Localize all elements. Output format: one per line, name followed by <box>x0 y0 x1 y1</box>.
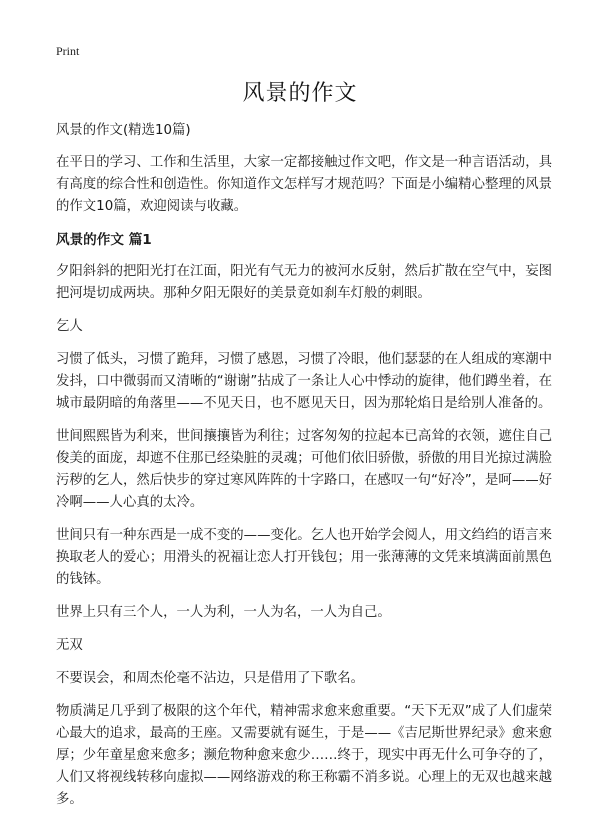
intro-paragraph: 在平日的学习、工作和生活里，大家一定都接触过作文吧，作文是一种言语活动，具有高度的综合性和创造性。你知道作文怎样写才规范吗？下面是小编精心整理的风景的作文10篇，欢迎阅读与收藏。 <box>56 155 552 214</box>
subheading-beggar: 乞人 <box>56 319 83 334</box>
paragraph-material: 物质满足几乎到了极限的这个年代，精神需求愈来愈重要。“天下无双”成了人们虚荣心最大的追求，最高的王座。又需要就有诞生，于是——《吉尼斯世界纪录》愈来愈厚；少年童星愈来愈多；濒危物种愈来愈少……终于，现实中再无什么可争夺的了，人们又将视线转移向虚拟——网络游戏的称王称霸不消多说。心理上的无双也越来越多。 <box>56 704 552 807</box>
paragraph-habit: 习惯了低头，习惯了跪拜，习惯了感恩，习惯了冷眼，他们瑟瑟的在人组成的寒潮中发抖，口中微弱而又清晰的“谢谢”拈成了一条让人心中悸动的旋律，他们蹲坐着，在城市最阴暗的角落里——不见天日，也不愿见天日，因为那轮焰日是给别人准备的。 <box>56 352 552 411</box>
paragraph-sunset: 夕阳斜斜的把阳光打在江面，阳光有气无力的被河水反射，然后扩散在空气中，妄图把河堤切成两块。那种夕阳无限好的美景竟如刹车灯般的刺眼。 <box>56 264 552 301</box>
article-subtitle: 风景的作文(精选10篇) <box>56 123 191 138</box>
print-link[interactable]: Print <box>56 44 80 58</box>
article-body <box>56 120 552 822</box>
paragraph-three-people: 世界上只有三个人，一人为利，一人为名，一人为自己。 <box>56 605 391 620</box>
paragraph-misunderstand: 不要误会，和周杰伦毫不沾边，只是借用了下歌名。 <box>56 671 364 686</box>
subheading-unrivaled: 无双 <box>56 638 83 653</box>
paragraph-change: 世间只有一种东西是一成不变的——变化。乞人也开始学会阅人，用文绉绉的语言来换取老人的爱心；用滑头的祝福让恋人打开钱包；用一张薄薄的文凭来填满面前黑色的钱钵。 <box>56 528 552 587</box>
paragraph-world-profit: 世间熙熙皆为利来，世间攘攘皆为利往；过客匆匆的拉起本已高耸的衣领，遮住自己俊美的面庞，却遮不住那已经染脏的灵魂；可他们依旧骄傲，骄傲的用目光掠过满脸污秽的乞人，然后快步的穿过寒风阵阵的十字路口，在感叹一句“好冷”，是呵——好冷啊——人心真的太冷。 <box>56 429 552 510</box>
page-title: 风景的作文 <box>242 81 358 106</box>
section-heading: 风景的作文 篇1 <box>56 232 152 248</box>
